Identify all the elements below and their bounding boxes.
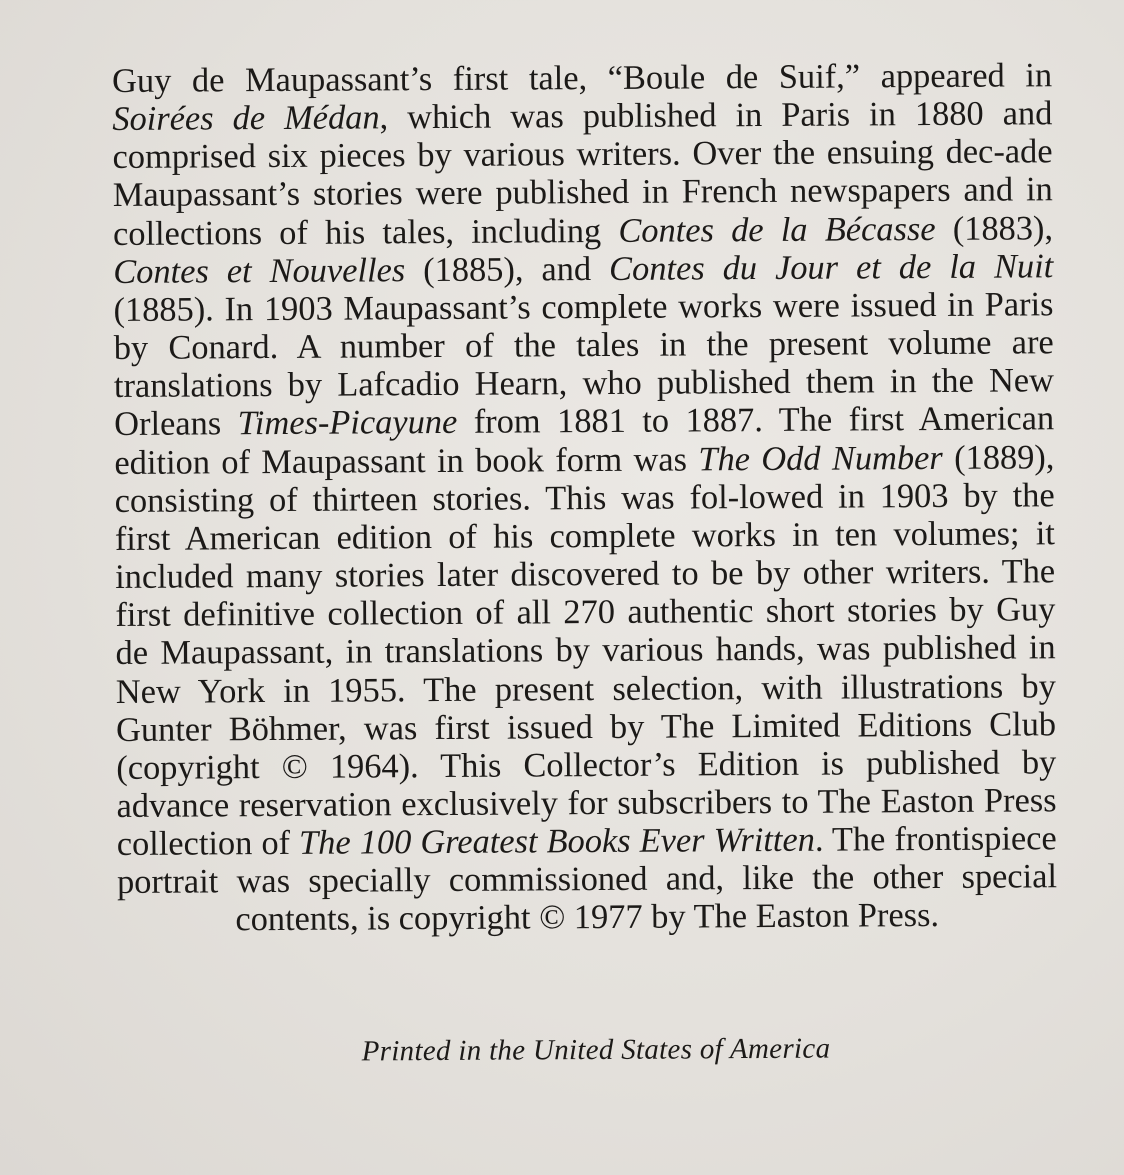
text-segment: from 1881 to 1887. The first American edition of Maupassant in book form was (114, 399, 1055, 482)
text-segment: (1889), consisting of thirteen stories. This was fol-lowed in 1903 by the first American edition of his complete works in ten volumes; it included many stories later discovered to be by other writers. The first definitive collection of all 270 authentic short stories by Guy de Maupassant, in translations by various hands, was published in New York in 1955. The present selection, with illustrations by Gunter Böhmer, was first issued by The Limited Editions Club (copyright © 1964). This Collector’s Edition is published by advance reservation exclusively for subscribers to The Easton Press collection of (114, 437, 1057, 864)
text-segment: Guy de Maupassant’s first tale, “Boule de Suif,” appeared in (112, 56, 1053, 100)
italic-title-contes-et-nouvelles: Contes et Nouvelles (113, 250, 406, 291)
text-segment: , which was published in Paris in 1880 and comprised six pieces by various writers. Over the ensuing dec-ade Maupassant’s stories were published in French newspapers and in collections of his tales, including (112, 94, 1053, 253)
italic-title-times-picayune: Times-Picayune (237, 403, 458, 443)
italic-title-contes-de-la-becasse: Contes de la Bécasse (618, 209, 936, 250)
colophon-paragraph (112, 56, 1057, 939)
text-segment: (1885), and (405, 249, 610, 289)
text-segment: (1883), (935, 208, 1054, 248)
printed-in-imprint: Printed in the United States of America (361, 1032, 831, 1068)
text-segment: (1885). In 1903 Maupassant’s complete works were issued in Paris by Conard. A number of the tales in the present volume are translations by Lafcadio Hearn, who published them in the New Orleans (113, 285, 1055, 444)
italic-title-the-odd-number: The Odd Number (698, 438, 943, 478)
text-segment: . The frontispiece portrait was specially commissioned and, like the other special contents, is copyright © 1977 by The Easton Press. (116, 819, 1058, 939)
italic-title-contes-du-jour: Contes du Jour et de la Nuit (608, 247, 1054, 288)
italic-title-100-greatest-books: The 100 Greatest Books Ever Written (299, 820, 816, 862)
italic-title-soirees-de-medan: Soirées de Médan (112, 98, 380, 139)
